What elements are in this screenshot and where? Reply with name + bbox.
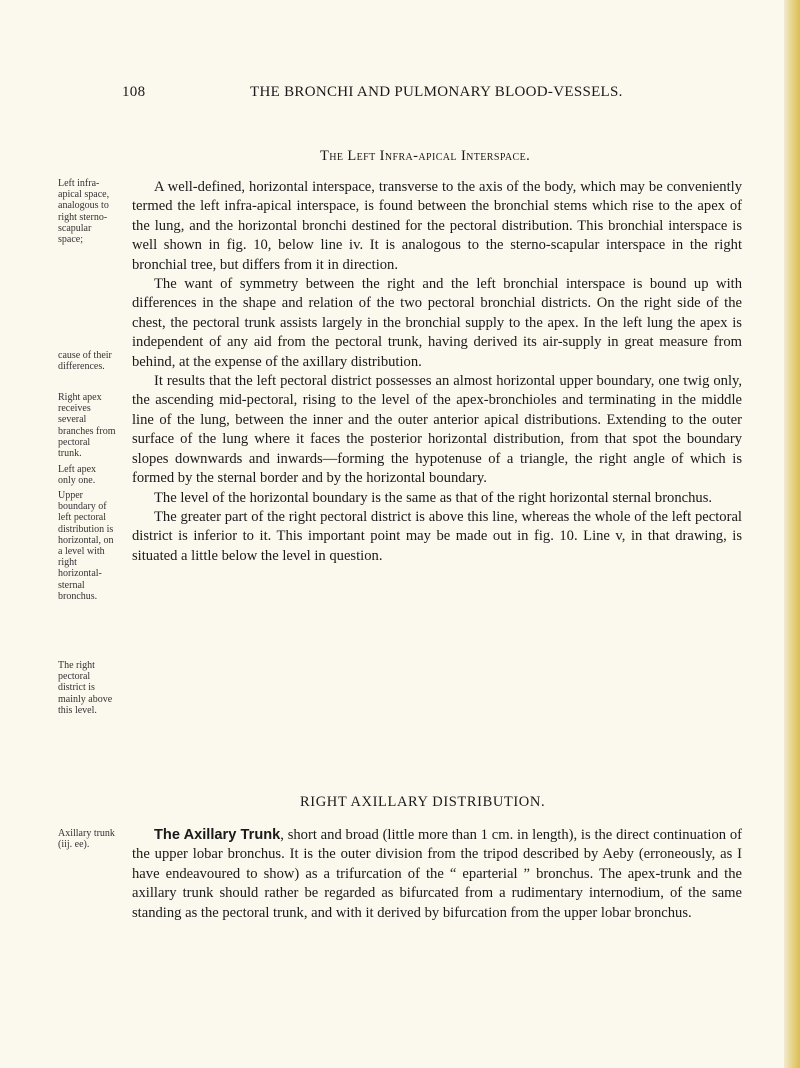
margin-note-2: cause of their differences. — [58, 350, 112, 373]
page-number: 108 — [122, 84, 146, 100]
margin-note-5: Upper boundary of left pectoral distribution is horizontal, on a level with right horizontal-sternal bronchus. — [58, 490, 114, 602]
margin-note-1: Left infra-apical space, analogous to right sterno-scapular space; — [58, 178, 110, 246]
paragraph-axillary — [132, 826, 742, 923]
margin-note-6: The right pectoral district is mainly above this level. — [58, 660, 113, 716]
paragraph-4: The level of the horizontal boundary is the same as that of the right horizontal sternal bronchus. — [154, 489, 713, 506]
margin-note-4: Left apex only one. — [58, 464, 97, 487]
section-title-infra-apical: The Left Infra-apical Interspace. — [320, 148, 531, 164]
paragraph-5: The greater part of the right pectoral district is above this line, whereas the whole of the left pectoral district is inferior to it. This important point may be made out in fig. 10. Line v, in that drawing, is situated a little below the level in question. — [132, 508, 742, 564]
axillary-trunk-text: , short and broad (little more than 1 cm. in length), is the direct continuation of the upper lobar bronchus. It is the outer division from the tripod described by Aeby (erroneously, as I have endeavoured to show) as a trifurcation of the “ eparterial ” bronchus. The apex-trunk and the axillary trunk should rather be regarded as bifurcated from a rudimentary internodium, of the same standing as the pectoral trunk, and with it derived by bifurcation from the upper lobar bronchus. — [132, 827, 742, 921]
section2-body — [132, 826, 742, 923]
page-edge — [784, 0, 800, 1068]
margin-note-3: Right apex receives several branches from pectoral trunk. — [58, 392, 116, 460]
section-title-axillary: RIGHT AXILLARY DISTRIBUTION. — [300, 794, 546, 810]
margin-note-7: Axillary trunk (iij. ee). — [58, 828, 115, 851]
section1-body — [132, 178, 742, 566]
paragraph-2: The want of symmetry between the right and the left bronchial interspace is bound up with differences in the shape and relation of the two pectoral bronchial districts. On the right side of the chest, the pectoral trunk assists largely in the bronchial supply to the apex. In the left lung the apex is independent of any aid from the pectoral trunk, having derived its air-supply in great measure from behind, at the expense of the axillary distribution. — [132, 276, 742, 370]
paragraph-1: A well-defined, horizontal interspace, transverse to the axis of the body, which may be conveniently termed the left infra-apical interspace, is found between the bronchial stems which rise to the apex of the lung, and the horizontal bronchi destined for the pectoral distribution. This bronchial interspace is well shown in fig. 10, below line iv. It is analogous to the sterno-scapular interspace in the right bronchial tree, but differs from it in direction. — [132, 179, 742, 273]
paragraph-3: It results that the left pectoral district possesses an almost horizontal upper boundary, one twig only, the ascending mid-pectoral, rising to the level of the apex-bronchioles and terminating in the middle line of the lung, between the inner and the outer anterior apical distributions. Extending to the outer surface of the lung where it faces the posterior horizontal distribution, from that spot the boundary slopes downwards and inwards—forming the hypotenuse of a triangle, the right angle of which is formed by the sternal border and by the horizontal boundary. — [132, 373, 742, 487]
axillary-trunk-lead: The Axillary Trunk — [154, 827, 281, 843]
running-title: THE BRONCHI AND PULMONARY BLOOD-VESSELS. — [250, 84, 623, 100]
